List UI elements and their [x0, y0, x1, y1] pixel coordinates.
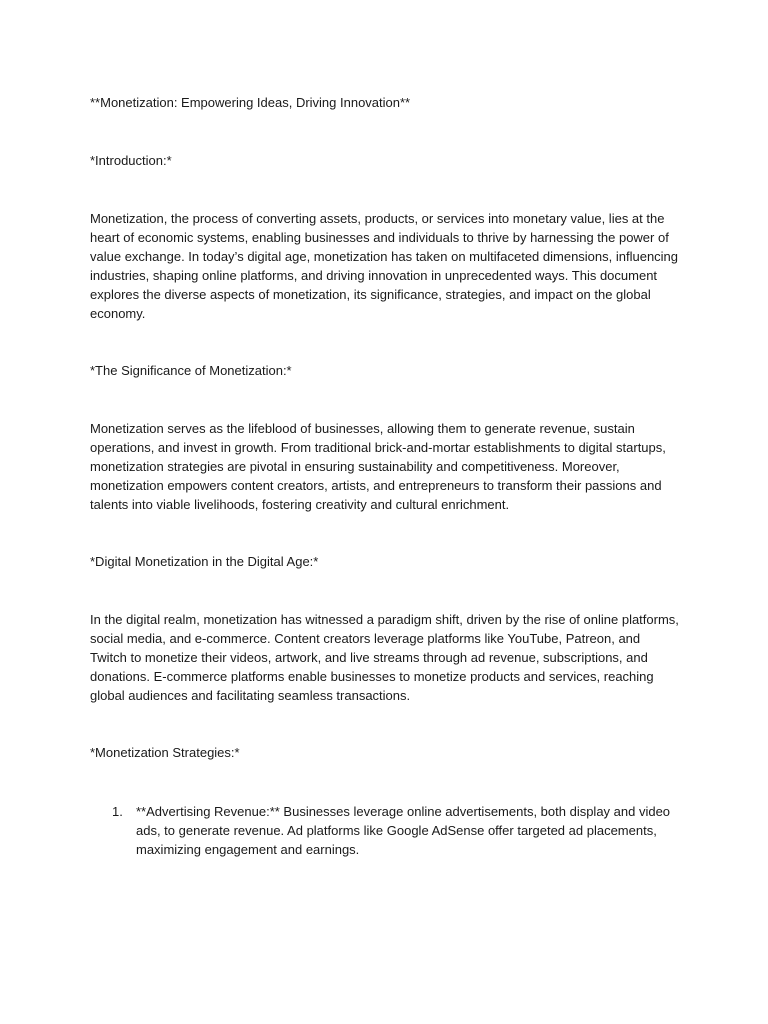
- section-heading-introduction: *Introduction:*: [90, 153, 172, 168]
- section-body-digital-monetization: In the digital realm, monetization has witnessed a paradigm shift, driven by the rise of online platforms, social media, and e-commerce. Content creators leverage platforms like YouTube, Patreon, and Twitch to monetize their videos, artwork, and live streams through ad revenue, subscriptions, and donations. E-commerce platforms enable businesses to monetize products and services, reaching global audiences and facilitating seamless transactions.: [90, 612, 679, 703]
- section-body-significance: Monetization serves as the lifeblood of businesses, allowing them to generate revenue, sustain operations, and invest in growth. From traditional brick-and-mortar establishments to digital startups, monetization strategies are pivotal in ensuring sustainability and competitiveness. Moreover, monetization empowers content creators, artists, and entrepreneurs to transform their passions and talents into viable livelihoods, fostering creativity and cultural enrichment.: [90, 421, 666, 512]
- section-heading-significance: *The Significance of Monetization:*: [90, 363, 292, 378]
- section-heading-digital-monetization: *Digital Monetization in the Digital Age:*: [90, 554, 319, 569]
- list-item-text: **Advertising Revenue:** Businesses leverage online advertisements, both display and video ads, to generate revenue. Ad platforms like Google AdSense offer targeted ad placements, maximizing engagement and earnings.: [136, 804, 671, 857]
- list-item-number: 1.: [112, 804, 123, 819]
- section-heading-strategies: *Monetization Strategies:*: [90, 745, 240, 760]
- list-item: [112, 802, 682, 859]
- section-body-introduction: Monetization, the process of converting assets, products, or services into monetary value, lies at the heart of economic systems, enabling businesses and individuals to thrive by harnessing the power of value exchange. In today’s digital age, monetization has taken on multifaceted dimensions, influencing industries, shaping online platforms, and driving innovation in unprecedented ways. This document explores the diverse aspects of monetization, its significance, strategies, and impact on the global economy.: [90, 211, 679, 321]
- document-title: **Monetization: Empowering Ideas, Driving Innovation**: [90, 95, 411, 110]
